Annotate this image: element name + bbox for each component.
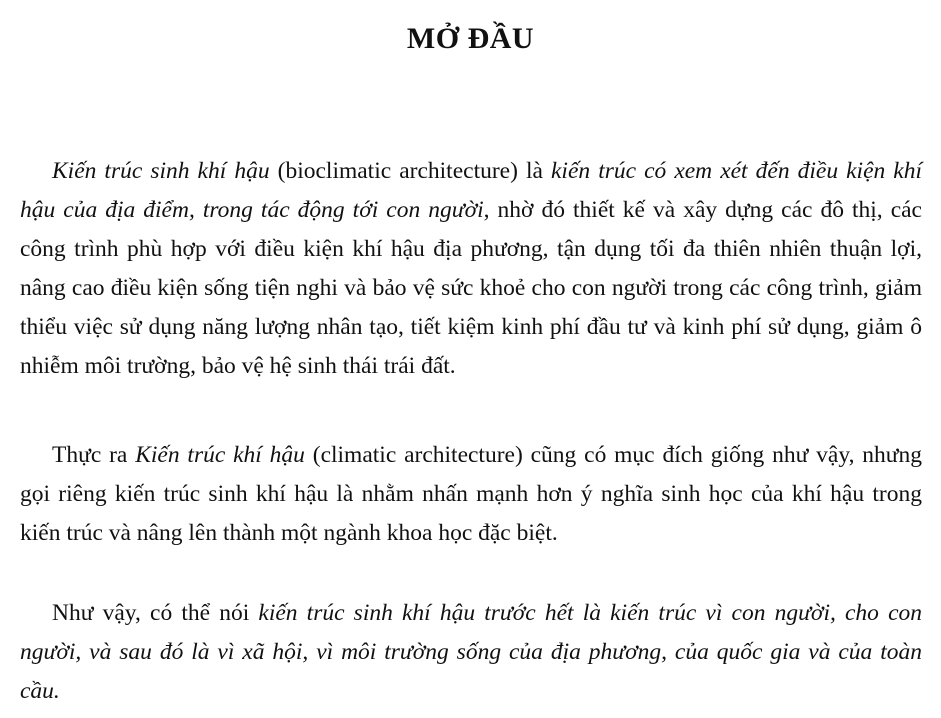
page-title: MỞ ĐẦU xyxy=(406,22,535,55)
paragraph-2-text-a: Thực ra xyxy=(52,442,136,468)
paragraph-1-text-a: (bioclimatic architecture) là xyxy=(269,158,551,184)
paragraph-3-text-a: Như vậy, có thể nói xyxy=(52,600,259,626)
paragraph-2-text-b: (climatic architecture) cũng có mục đích giống như vậy, nhưng gọi riêng kiến trúc sinh khí hậu là nhằm nhấn mạnh hơn ý nghĩa sinh học của khí hậu trong kiến trúc và nâng lên thành một ngành khoa học đặc biệt. xyxy=(20,442,923,546)
conclusion-emphasis: kiến trúc sinh khí hậu trước hết là kiến trúc vì con người, cho con người, và sau đó là vì xã hội, vì môi trường sống của địa phương, của quốc gia và của toàn cầu. xyxy=(20,600,923,704)
paragraph-1 xyxy=(20,152,922,386)
paragraph-2 xyxy=(20,436,922,553)
term-bioclimatic-architecture: Kiến trúc sinh khí hậu xyxy=(52,158,270,184)
term-climatic-architecture: Kiến trúc khí hậu xyxy=(135,442,305,468)
definition-emphasis: kiến trúc có xem xét đến điều kiện khí hậu của địa điểm, trong tác động tới con người xyxy=(20,158,923,223)
paragraph-3 xyxy=(20,594,922,711)
paragraph-1-text-b: , nhờ đó thiết kế và xây dựng các đô thị, các công trình phù hợp với điều kiện khí hậu địa phương, tận dụng tối đa thiên nhiên thuận lợi, nâng cao điều kiện sống tiện nghi và bảo vệ sức khoẻ cho con người trong các công trình, giảm thiểu việc sử dụng năng lượng nhân tạo, tiết kiệm kinh phí đầu tư và kinh phí sử dụng, giảm ô nhiễm môi trường, bảo vệ hệ sinh thái trái đất. xyxy=(20,197,922,379)
